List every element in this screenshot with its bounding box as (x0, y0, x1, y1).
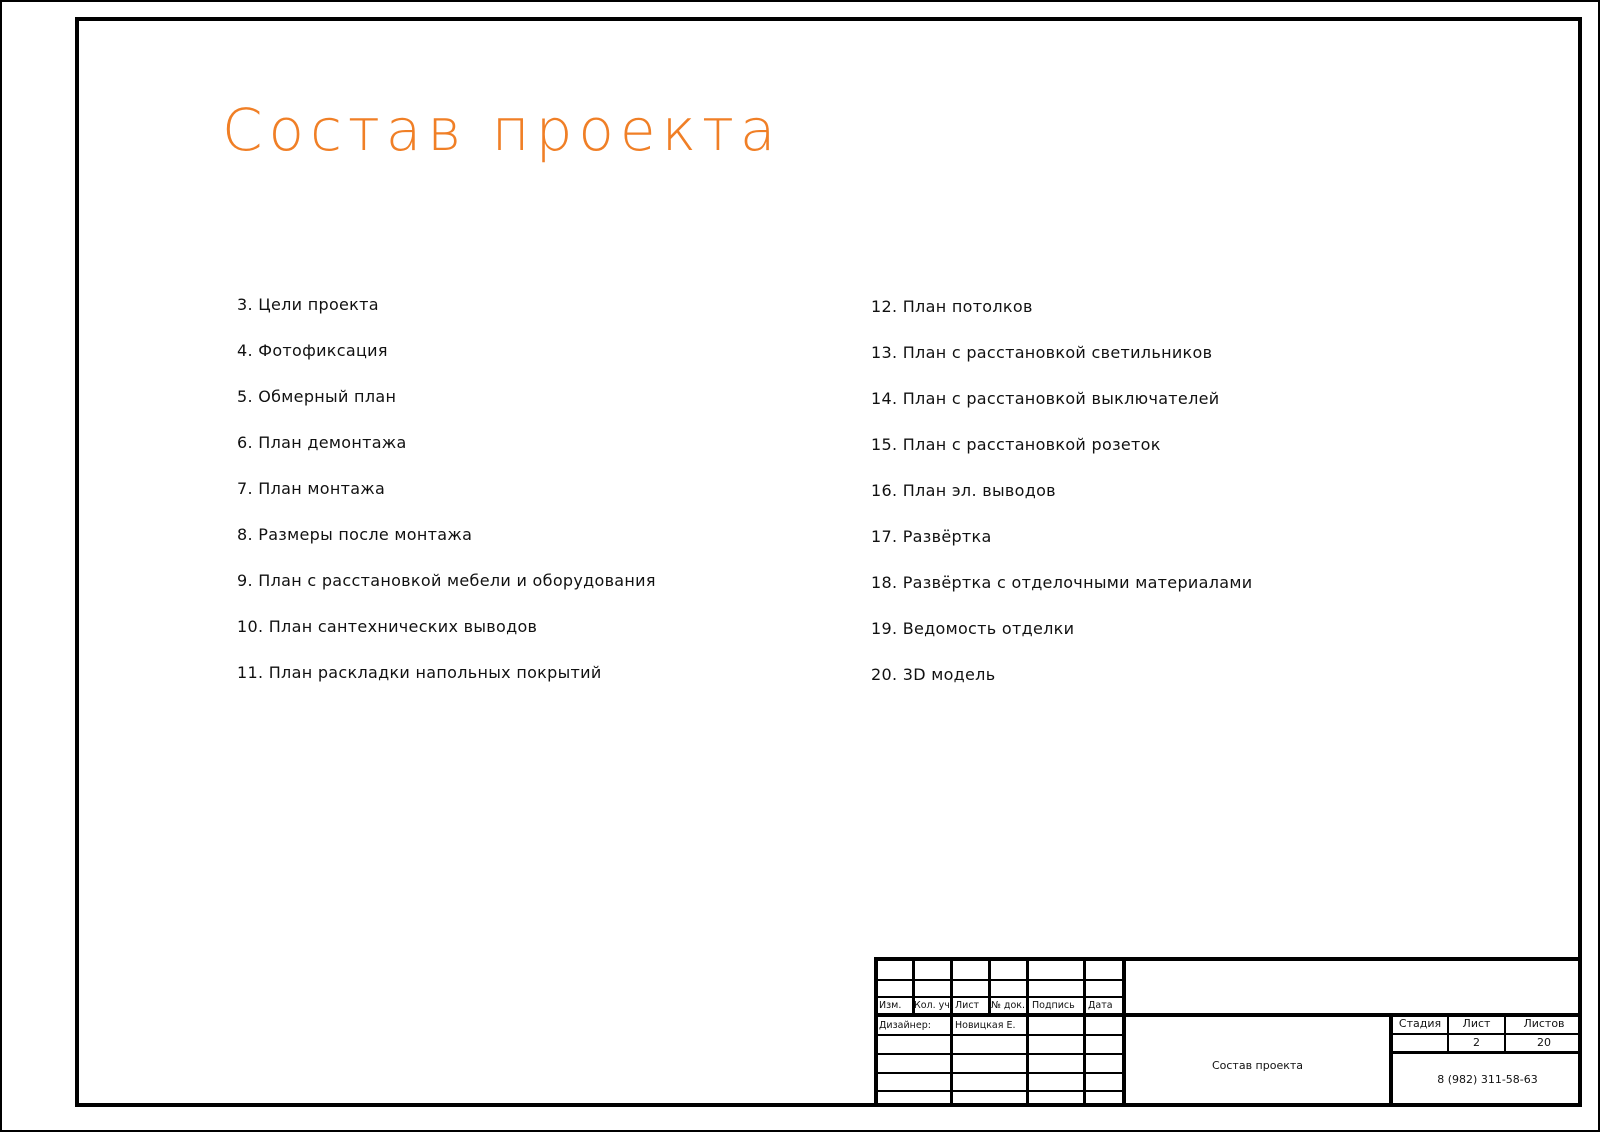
toc-item: 15. План с расстановкой розеток (871, 435, 1161, 454)
designer-name: Новицкая Е. (955, 1020, 1016, 1031)
toc-right-column (871, 295, 1252, 709)
stamp-col-izm: Изм. (879, 1000, 902, 1011)
stamp-col-ndoc: № док. (991, 1000, 1026, 1011)
toc-item: 7. План монтажа (237, 479, 386, 498)
toc-item: 16. План эл. выводов (871, 481, 1056, 500)
toc-item: 14. План с расстановкой выключателей (871, 389, 1220, 408)
toc-item: 11. План раскладки напольных покрытий (237, 663, 602, 682)
stamp-phone: 8 (982) 311-58-63 (1437, 1073, 1538, 1086)
toc-item: 20. 3D модель (871, 665, 996, 684)
toc-item: 10. План сантехнических выводов (237, 617, 538, 636)
designer-label: Дизайнер: (879, 1020, 931, 1031)
stamp-sheets-label: Листов (1523, 1017, 1565, 1030)
stamp-sheet-title: Состав проекта (1211, 1059, 1304, 1072)
toc-left-column (237, 293, 656, 707)
stamp-sheets-value: 20 (1537, 1036, 1551, 1049)
title-block (874, 957, 1582, 1107)
toc-item: 8. Размеры после монтажа (237, 525, 473, 544)
stamp-sheet-value: 2 (1473, 1036, 1480, 1049)
toc-item: 12. План потолков (871, 297, 1033, 316)
toc-item: 4. Фотофиксация (237, 341, 388, 360)
stamp-sheet-label: Лист (1462, 1017, 1491, 1030)
toc-item: 19. Ведомость отделки (871, 619, 1075, 638)
page-title: Состав проекта (222, 96, 782, 164)
toc-item: 5. Обмерный план (237, 387, 397, 406)
toc-item: 6. План демонтажа (237, 433, 407, 452)
toc-item: 18. Развёртка с отделочными материалами (871, 573, 1253, 592)
stamp-col-list: Лист (955, 1000, 980, 1011)
stamp-stage-label: Стадия (1398, 1017, 1442, 1030)
toc-item: 9. План с расстановкой мебели и оборудования (237, 571, 656, 590)
toc-item: 3. Цели проекта (237, 295, 379, 314)
toc-item: 13. План с расстановкой светильников (871, 343, 1213, 362)
stamp-col-kol: Кол. уч. (914, 1000, 953, 1011)
stamp-col-podpis: Подпись (1032, 1000, 1075, 1011)
stamp-col-data: Дата (1088, 1000, 1113, 1011)
toc-item: 17. Развёртка (871, 527, 992, 546)
